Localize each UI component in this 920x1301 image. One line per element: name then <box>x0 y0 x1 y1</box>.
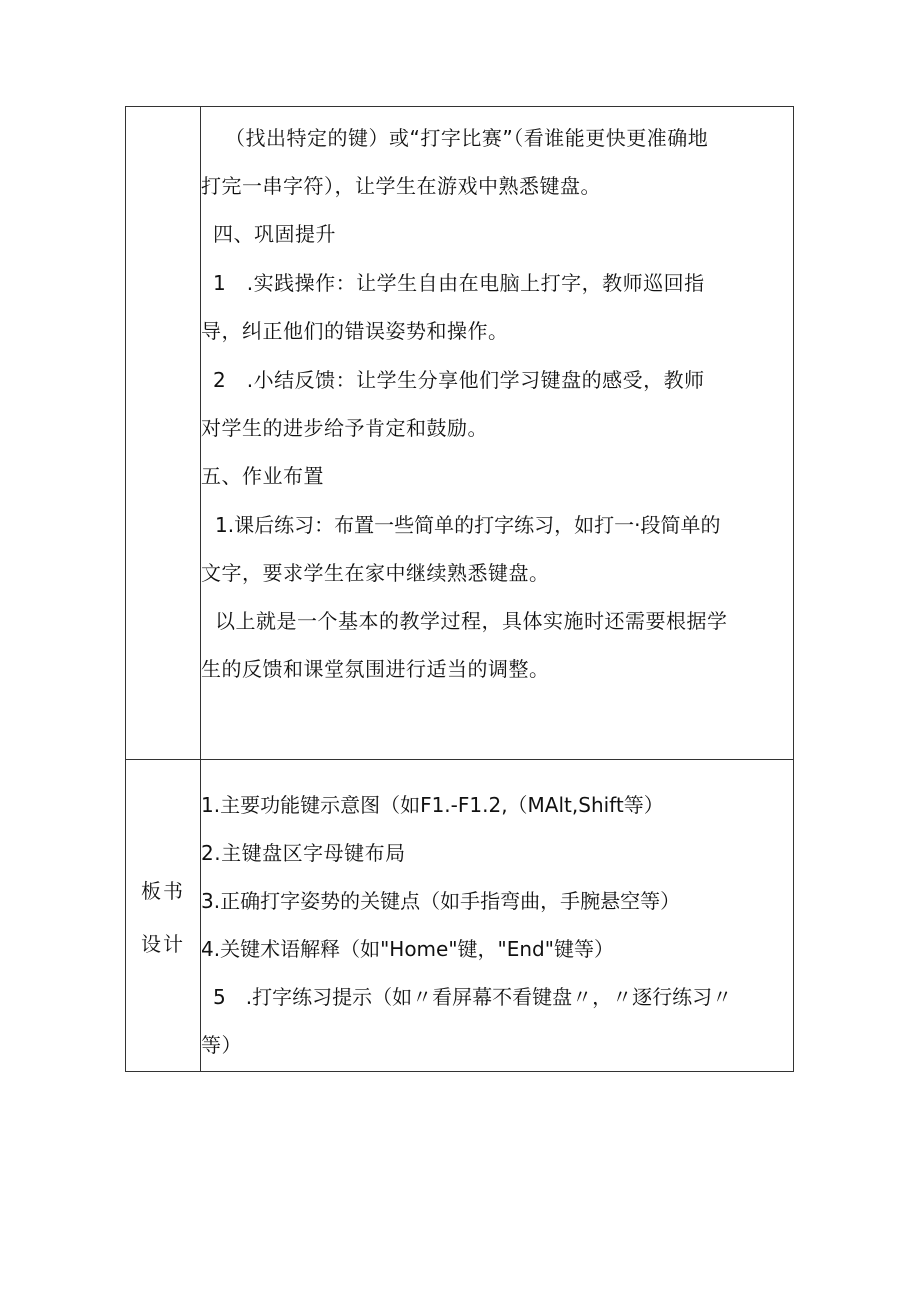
process-line-1: （找出特定的键）或“打字比赛”（看谁能更快更准确地 <box>225 126 709 150</box>
process-line-7: 对学生的进步给予肯定和鼓励。 <box>201 416 488 440</box>
process-line-summary: 2 .小结反馈：让学生分享他们学习键盘的感受，教师 <box>213 368 705 392</box>
process-line-5: 导，纠正他们的错误姿势和操作。 <box>201 319 509 343</box>
board-item-4: 4.关键术语解释（如"Home"键，"End"键等） <box>201 937 614 961</box>
process-line-homework: 1.课后练习：布置一些简单的打字练习，如打一·段简单的 <box>215 513 721 537</box>
process-line-practice: 1 .实践操作：让学生自由在电脑上打字，教师巡回指 <box>213 271 705 295</box>
board-item-1: 1.主要功能键示意图（如F1.-F1.2,（MAlt,Shift等） <box>201 793 664 817</box>
process-line-12: 生的反馈和课堂氛围进行适当的调整。 <box>201 657 550 681</box>
board-item-3: 3.正确打字姿势的关键点（如手指弯曲，手腕悬空等） <box>201 889 681 913</box>
lesson-plan-table <box>125 106 794 1072</box>
row-divider <box>126 759 793 760</box>
section-heading-homework: 五、作业布置 <box>201 464 324 488</box>
board-item-5-cont: 等） <box>201 1033 242 1057</box>
process-line-2: 打完一串字符），让学生在游戏中熟悉键盘。 <box>201 174 601 198</box>
board-design-label-line2: 设计 <box>141 932 185 956</box>
board-item-2: 2.主键盘区字母键布局 <box>201 841 406 865</box>
process-line-10: 文字，要求学生在家中继续熟悉键盘。 <box>201 561 550 585</box>
board-design-label-line1: 板书 <box>141 879 185 903</box>
column-divider <box>200 107 201 1071</box>
section-heading-consolidate: 四、巩固提升 <box>213 222 336 246</box>
process-line-conclusion: 以上就是一个基本的教学过程，具体实施时还需要根据学 <box>215 609 728 633</box>
board-item-5: 5 .打字练习提示（如〃看屏幕不看键盘〃，〃逐行练习〃 <box>213 985 733 1009</box>
